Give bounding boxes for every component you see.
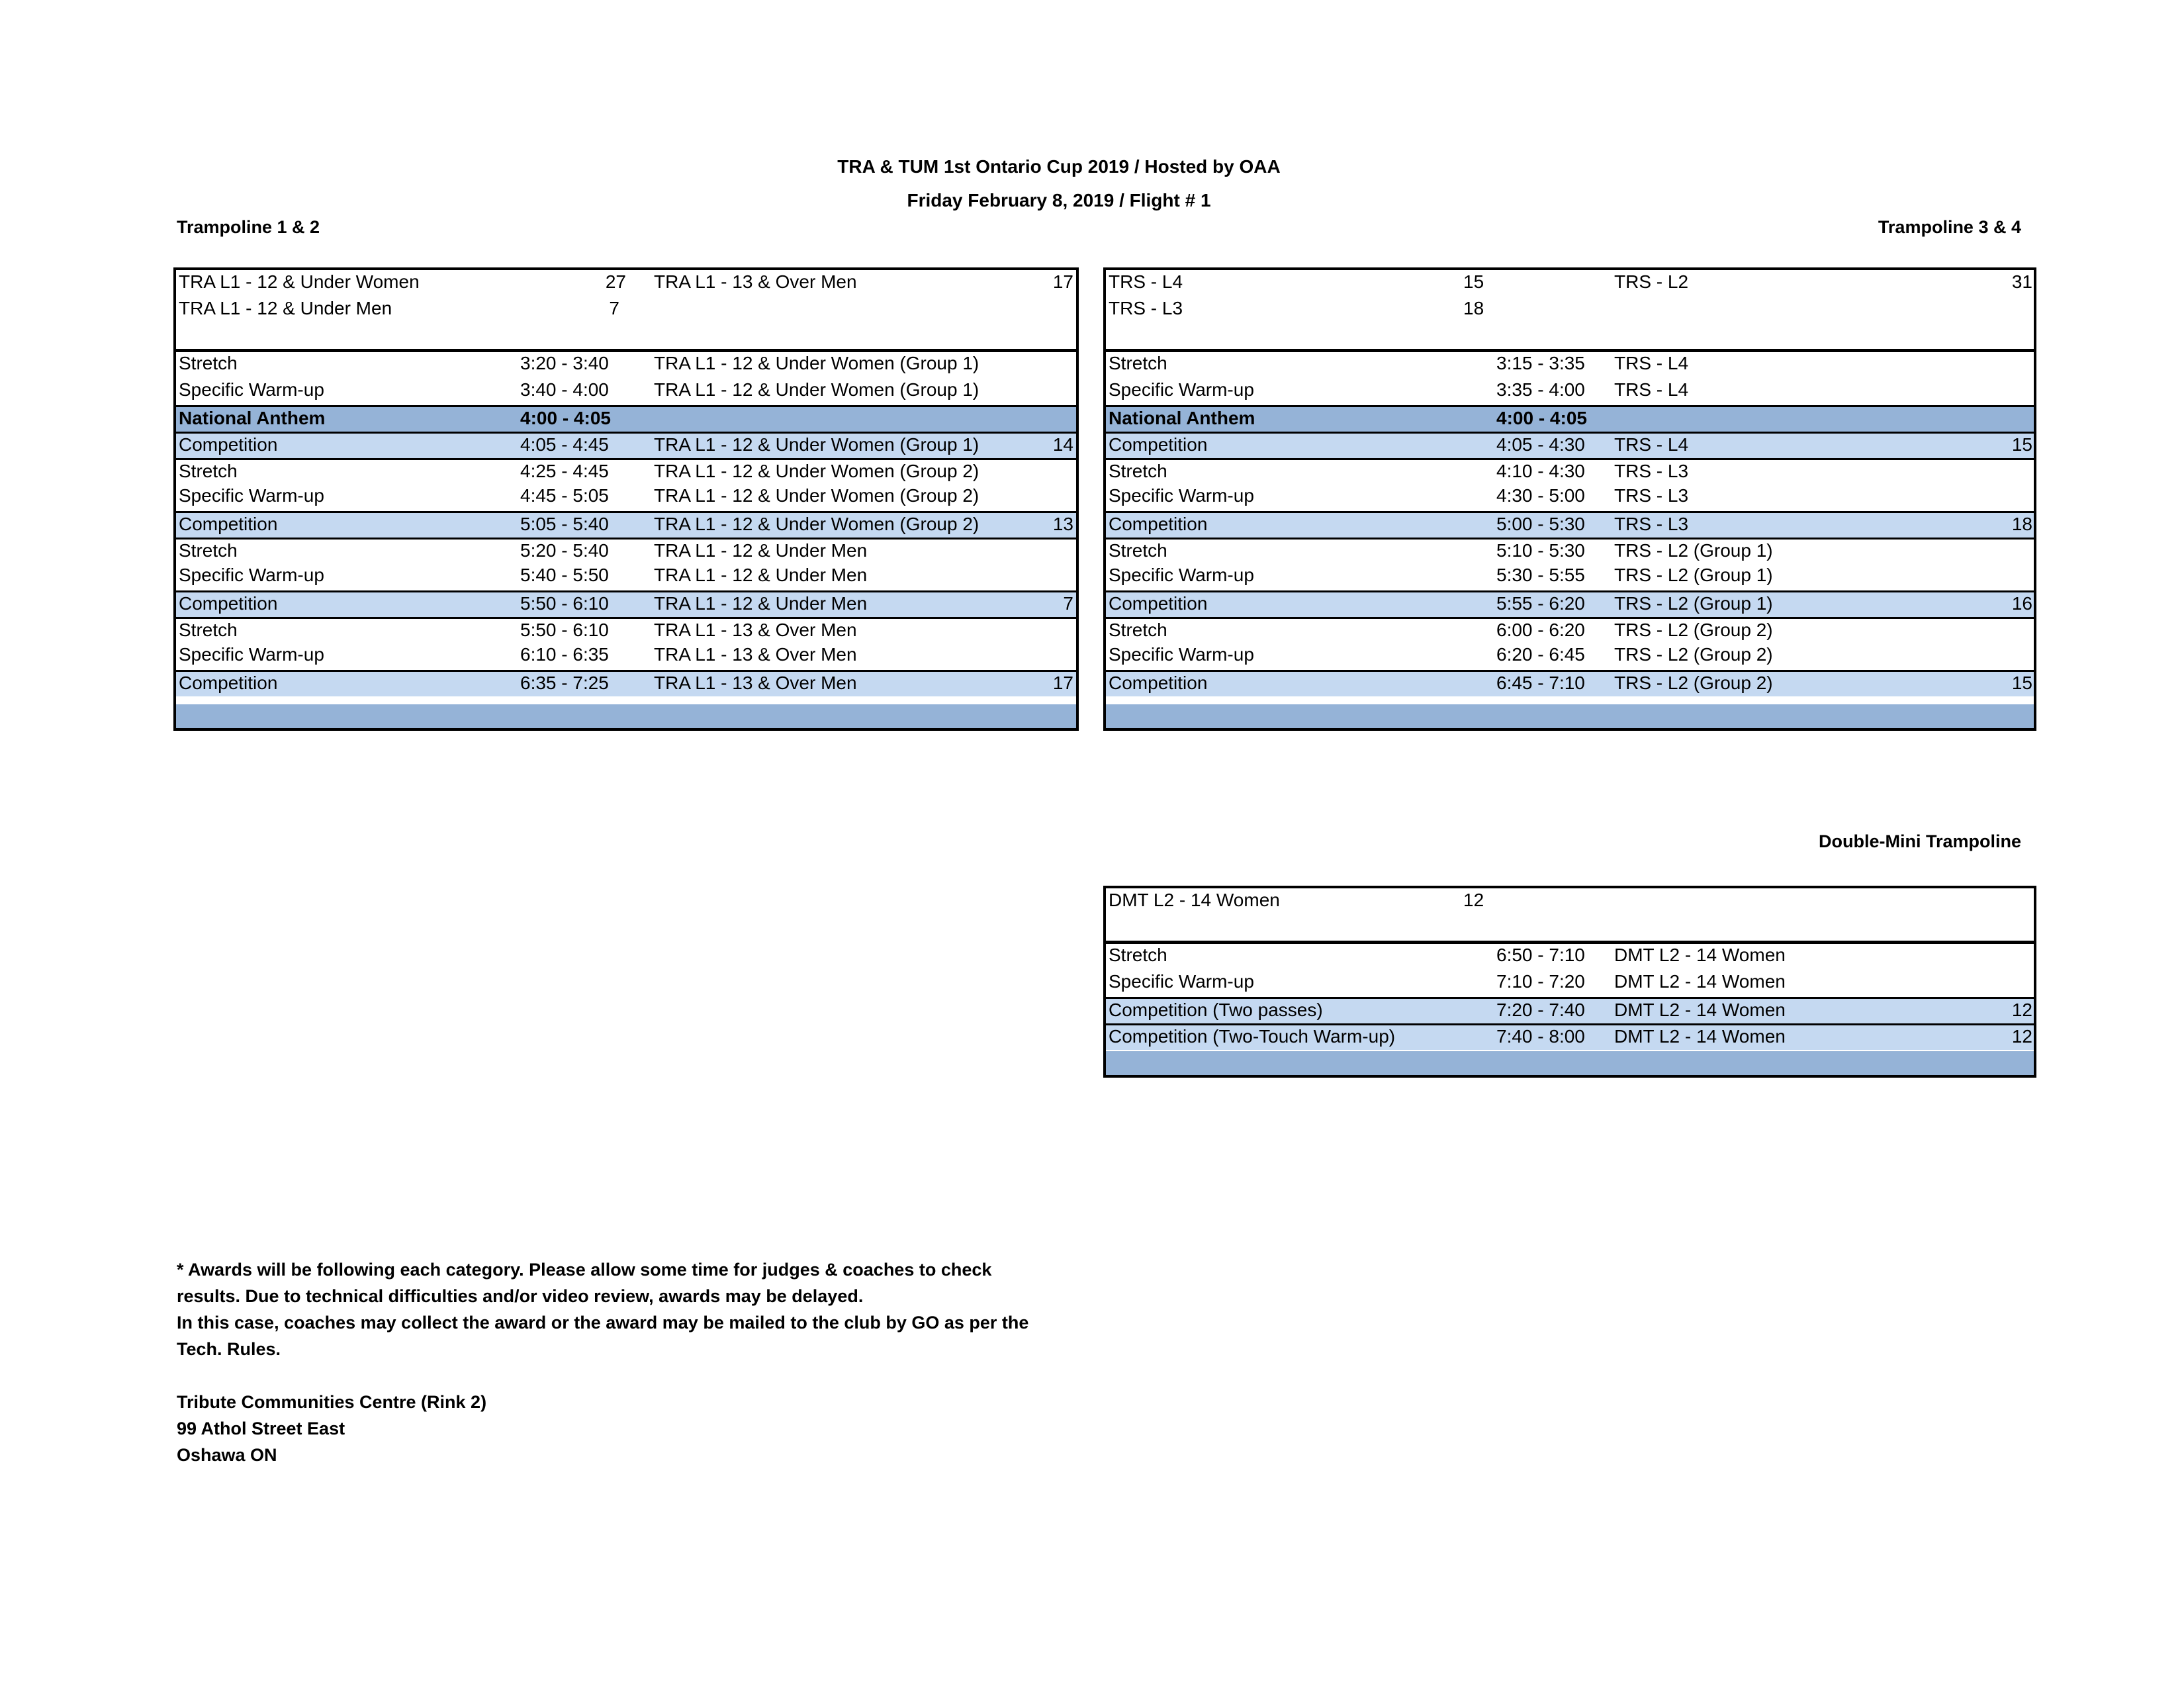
activity: Specific Warm-up [179,644,324,665]
activity: Competition (Two passes) [1109,1000,1323,1020]
schedule-row [1106,643,2034,670]
time-slot: 5:50 - 6:10 [520,620,609,640]
athlete-count: 7 [1063,593,1073,614]
schedule-row [1106,352,2034,379]
schedule-row [1106,379,2034,405]
time-slot: 5:20 - 5:40 [520,540,609,561]
activity: Specific Warm-up [179,379,324,400]
event-name: TRA L1 - 12 & Under Men [654,540,868,561]
activity: Competition [179,514,278,534]
event-name: TRS - L2 (Group 1) [1614,593,1773,614]
trampoline-3-4-table [1103,267,2036,731]
time-slot: 5:05 - 5:40 [520,514,609,534]
activity: Stretch [179,540,238,561]
event-name: TRA L1 - 12 & Under Women (Group 2) [654,461,979,481]
activity: Stretch [1109,620,1167,640]
schedule-row [176,564,1076,590]
schedule-row [1106,485,2034,511]
athlete-count: 12 [2011,1026,2032,1047]
activity: Specific Warm-up [179,485,324,506]
time-slot: 3:15 - 3:35 [1496,353,1585,373]
summary-header [1106,888,2034,944]
activity: Specific Warm-up [1109,485,1254,506]
summary-category: TRS - L2 [1614,271,1689,292]
dmt-table [1103,886,2036,1078]
schedule-row [176,617,1076,643]
activity: Stretch [179,620,238,640]
athlete-count: 13 [1052,514,1073,534]
venue-city: Oshawa ON [177,1445,277,1465]
event-name: DMT L2 - 14 Women [1614,971,1786,992]
schedule-row [176,511,1076,538]
schedule-row [176,670,1076,696]
event-name: TRS - L3 [1614,514,1689,534]
schedule-row [176,405,1076,432]
summary-count: 12 [1463,890,1484,910]
event-name: TRS - L4 [1614,434,1689,455]
time-slot: 5:50 - 6:10 [520,593,609,614]
activity: Stretch [1109,540,1167,561]
event-name: TRA L1 - 13 & Over Men [654,644,857,665]
summary-header [1106,270,2034,352]
schedule-row [176,458,1076,485]
awards-note [177,1256,1028,1468]
section-label-dmt: Double-Mini Trampoline [1818,831,2021,851]
time-slot: 5:40 - 5:50 [520,565,609,585]
activity: Competition [1109,514,1208,534]
activity: Specific Warm-up [1109,971,1254,992]
time-slot: 3:35 - 4:00 [1496,379,1585,400]
time-slot: 4:10 - 4:30 [1496,461,1585,481]
schedule-row [1106,564,2034,590]
event-name: TRA L1 - 13 & Over Men [654,673,857,693]
time-slot: 5:55 - 6:20 [1496,593,1585,614]
section-label-trampoline-1-2: Trampoline 1 & 2 [177,217,320,237]
time-slot: 7:10 - 7:20 [1496,971,1585,992]
time-slot: 6:45 - 7:10 [1496,673,1585,693]
athlete-count: 15 [2011,434,2032,455]
table-footer-bar [1106,1051,2034,1075]
event-name: TRA L1 - 12 & Under Women (Group 1) [654,353,979,373]
summary-count: 15 [1463,271,1484,292]
schedule-row [176,590,1076,617]
event-name: TRA L1 - 12 & Under Women (Group 1) [654,379,979,400]
activity: Competition [1109,593,1208,614]
activity: National Anthem [1109,408,1255,428]
note-line: Tech. Rules. [177,1339,281,1359]
schedule-row [1106,997,2034,1023]
event-name: DMT L2 - 14 Women [1614,945,1786,965]
time-slot: 6:20 - 6:45 [1496,644,1585,665]
summary-count: 31 [2011,271,2032,292]
activity: Competition (Two-Touch Warm-up) [1109,1026,1396,1047]
trampoline-1-2-table [173,267,1079,731]
event-name: TRS - L3 [1614,485,1689,506]
event-name: TRS - L2 (Group 1) [1614,540,1773,561]
athlete-count: 15 [2011,673,2032,693]
venue-address: 99 Athol Street East [177,1419,345,1438]
athlete-count: 18 [2011,514,2032,534]
summary-category: TRS - L3 [1109,298,1183,318]
time-slot: 7:40 - 8:00 [1496,1026,1585,1047]
time-slot: 4:05 - 4:30 [1496,434,1585,455]
time-slot: 6:00 - 6:20 [1496,620,1585,640]
page-title: TRA & TUM 1st Ontario Cup 2019 / Hosted by OAA [837,156,1281,177]
event-name: TRA L1 - 12 & Under Women (Group 2) [654,485,979,506]
activity: Stretch [179,461,238,481]
schedule-row [1106,670,2034,696]
time-slot: 4:05 - 4:45 [520,434,609,455]
note-line: In this case, coaches may collect the award or the award may be mailed to the club by GO as per the [177,1313,1029,1333]
time-slot: 4:45 - 5:05 [520,485,609,506]
summary-category: TRA L1 - 13 & Over Men [654,271,857,292]
athlete-count: 16 [2011,593,2032,614]
time-slot: 4:00 - 4:05 [1496,408,1587,428]
schedule-row [176,432,1076,458]
schedule-row [1106,944,2034,970]
activity: Competition [1109,673,1208,693]
time-slot: 4:30 - 5:00 [1496,485,1585,506]
summary-category: TRA L1 - 12 & Under Men [179,298,392,318]
activity: Stretch [1109,945,1167,965]
venue-name: Tribute Communities Centre (Rink 2) [177,1392,487,1412]
event-name: TRA L1 - 12 & Under Women (Group 1) [654,434,979,455]
summary-count: 18 [1463,298,1484,318]
activity: Specific Warm-up [179,565,324,585]
time-slot: 6:50 - 7:10 [1496,945,1585,965]
schedule-row [1106,1023,2034,1050]
event-name: DMT L2 - 14 Women [1614,1000,1786,1020]
athlete-count: 12 [2011,1000,2032,1020]
time-slot: 4:25 - 4:45 [520,461,609,481]
activity: Specific Warm-up [1109,565,1254,585]
time-slot: 5:00 - 5:30 [1496,514,1585,534]
event-name: TRA L1 - 12 & Under Women (Group 2) [654,514,979,534]
schedule-row [1106,432,2034,458]
event-name: TRS - L2 (Group 1) [1614,565,1773,585]
event-name: TRA L1 - 12 & Under Men [654,565,868,585]
section-label-trampoline-3-4: Trampoline 3 & 4 [1878,217,2021,237]
summary-count: 17 [1052,271,1073,292]
time-slot: 6:10 - 6:35 [520,644,609,665]
time-slot: 6:35 - 7:25 [520,673,609,693]
event-name: TRS - L2 (Group 2) [1614,673,1773,693]
note-line: results. Due to technical difficulties and/or video review, awards may be delayed. [177,1286,864,1306]
summary-count: 27 [605,271,626,292]
event-name: TRA L1 - 13 & Over Men [654,620,857,640]
event-name: DMT L2 - 14 Women [1614,1026,1786,1047]
event-name: TRS - L4 [1614,353,1689,373]
activity: Competition [179,673,278,693]
schedule-row [176,352,1076,379]
summary-category: TRA L1 - 12 & Under Women [179,271,420,292]
schedule-row [1106,538,2034,564]
schedule-row [176,538,1076,564]
activity: Competition [1109,434,1208,455]
schedule-row [1106,970,2034,997]
table-footer-bar [176,704,1076,728]
event-name: TRS - L2 (Group 2) [1614,620,1773,640]
time-slot: 3:20 - 3:40 [520,353,609,373]
summary-count: 7 [609,298,619,318]
event-name: TRS - L3 [1614,461,1689,481]
summary-category: DMT L2 - 14 Women [1109,890,1280,910]
event-name: TRS - L4 [1614,379,1689,400]
schedule-row [176,379,1076,405]
schedule-row [176,485,1076,511]
athlete-count: 17 [1052,673,1073,693]
activity: Competition [179,593,278,614]
activity: Stretch [179,353,238,373]
time-slot: 3:40 - 4:00 [520,379,609,400]
time-slot: 5:10 - 5:30 [1496,540,1585,561]
schedule-row [1106,405,2034,432]
activity: Stretch [1109,353,1167,373]
activity: National Anthem [179,408,326,428]
event-name: TRS - L2 (Group 2) [1614,644,1773,665]
schedule-row [1106,617,2034,643]
schedule-row [1106,511,2034,538]
schedule-row [176,643,1076,670]
note-line: * Awards will be following each category. Please allow some time for judges & coaches to check [177,1260,992,1280]
event-name: TRA L1 - 12 & Under Men [654,593,868,614]
activity: Specific Warm-up [1109,379,1254,400]
summary-category: TRS - L4 [1109,271,1183,292]
activity: Stretch [1109,461,1167,481]
activity: Specific Warm-up [1109,644,1254,665]
athlete-count: 14 [1052,434,1073,455]
summary-header [176,270,1076,352]
activity: Competition [179,434,278,455]
time-slot: 4:00 - 4:05 [520,408,611,428]
table-footer-bar [1106,704,2034,728]
schedule-row [1106,458,2034,485]
time-slot: 7:20 - 7:40 [1496,1000,1585,1020]
page-subtitle: Friday February 8, 2019 / Flight # 1 [907,190,1211,211]
time-slot: 5:30 - 5:55 [1496,565,1585,585]
schedule-row [1106,590,2034,617]
